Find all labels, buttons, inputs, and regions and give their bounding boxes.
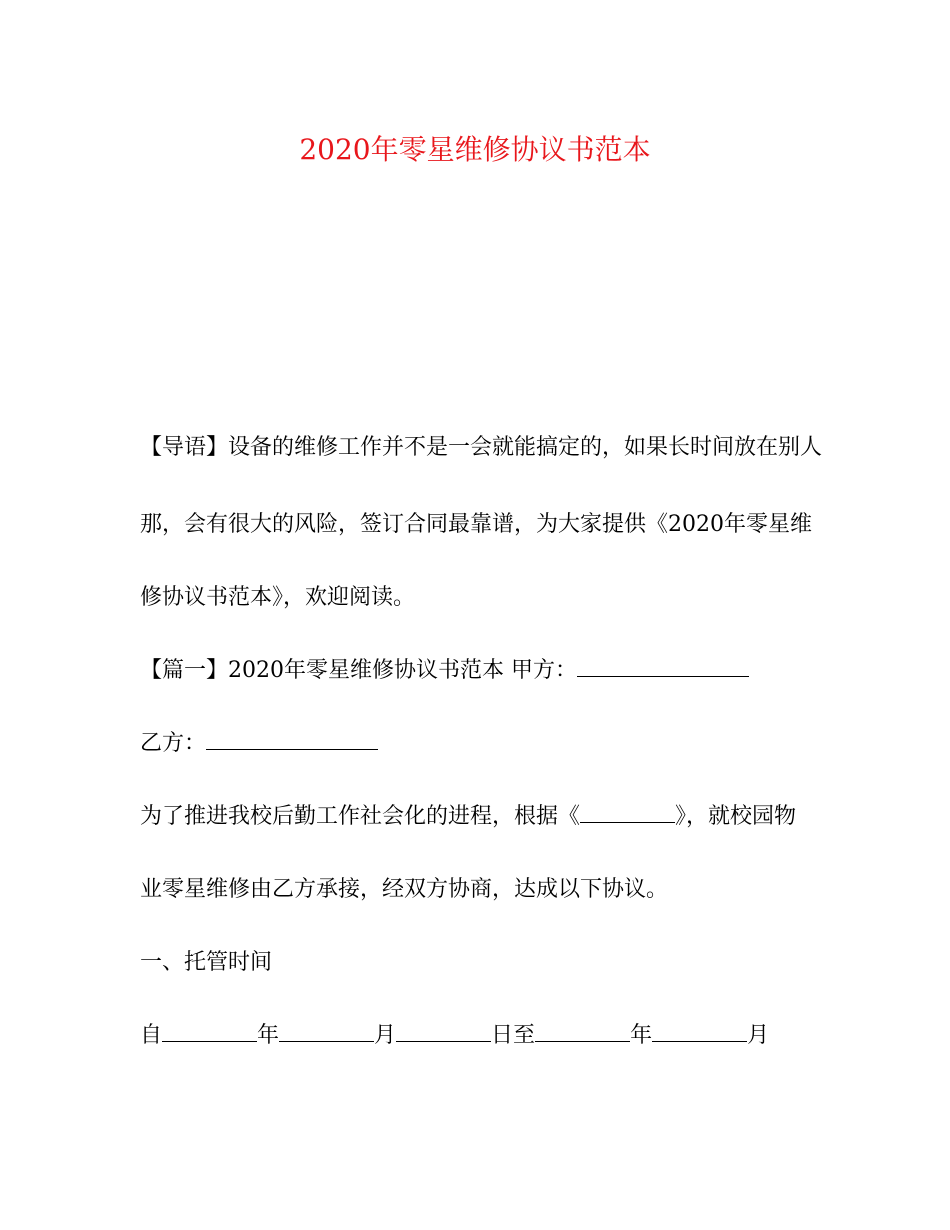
custody-period-line bbox=[140, 1020, 769, 1052]
clause-1-heading: 一、托管时间 bbox=[140, 950, 273, 975]
start-month-blank bbox=[279, 1021, 374, 1042]
document-title: 2020年零星维修协议书范本 bbox=[299, 133, 651, 166]
paragraph-1-line-1 bbox=[140, 801, 796, 833]
end-month-label: 月 bbox=[747, 1023, 770, 1048]
start-month-label: 月 bbox=[374, 1023, 397, 1048]
paragraph-1-text-a: 为了推进我校后勤工作社会化的进程，根据《 bbox=[140, 804, 581, 829]
intro-line-3: 修协议书范本》，欢迎阅读。 bbox=[140, 585, 416, 610]
party-a-blank bbox=[577, 656, 749, 677]
section-1-heading-line bbox=[140, 655, 749, 687]
paragraph-1-text-b: 》，就校园物 bbox=[675, 804, 797, 829]
intro-line-1: 【导语】设备的维修工作并不是一会就能搞定的，如果长时间放在别人 bbox=[140, 435, 823, 460]
date-from-label: 自 bbox=[140, 1023, 163, 1048]
paragraph-1-line-2: 业零星维修由乙方承接，经双方协商，达成以下协议。 bbox=[140, 877, 669, 902]
start-year-label: 年 bbox=[257, 1023, 280, 1048]
start-day-blank bbox=[396, 1021, 491, 1042]
party-b-line bbox=[140, 728, 378, 760]
end-year-blank bbox=[535, 1021, 630, 1042]
start-year-blank bbox=[162, 1021, 257, 1042]
day-to-label: 日至 bbox=[491, 1023, 536, 1048]
intro-line-2: 那，会有很大的风险，签订合同最靠谱，为大家提供《2020年零星维 bbox=[140, 512, 812, 537]
end-year-label: 年 bbox=[630, 1023, 653, 1048]
end-month-blank bbox=[652, 1021, 747, 1042]
regulation-name-blank bbox=[580, 802, 675, 823]
section-1-heading: 【篇一】2020年零星维修协议书范本 甲方： bbox=[140, 658, 577, 683]
party-b-label: 乙方： bbox=[140, 731, 207, 756]
party-b-blank bbox=[206, 729, 378, 750]
